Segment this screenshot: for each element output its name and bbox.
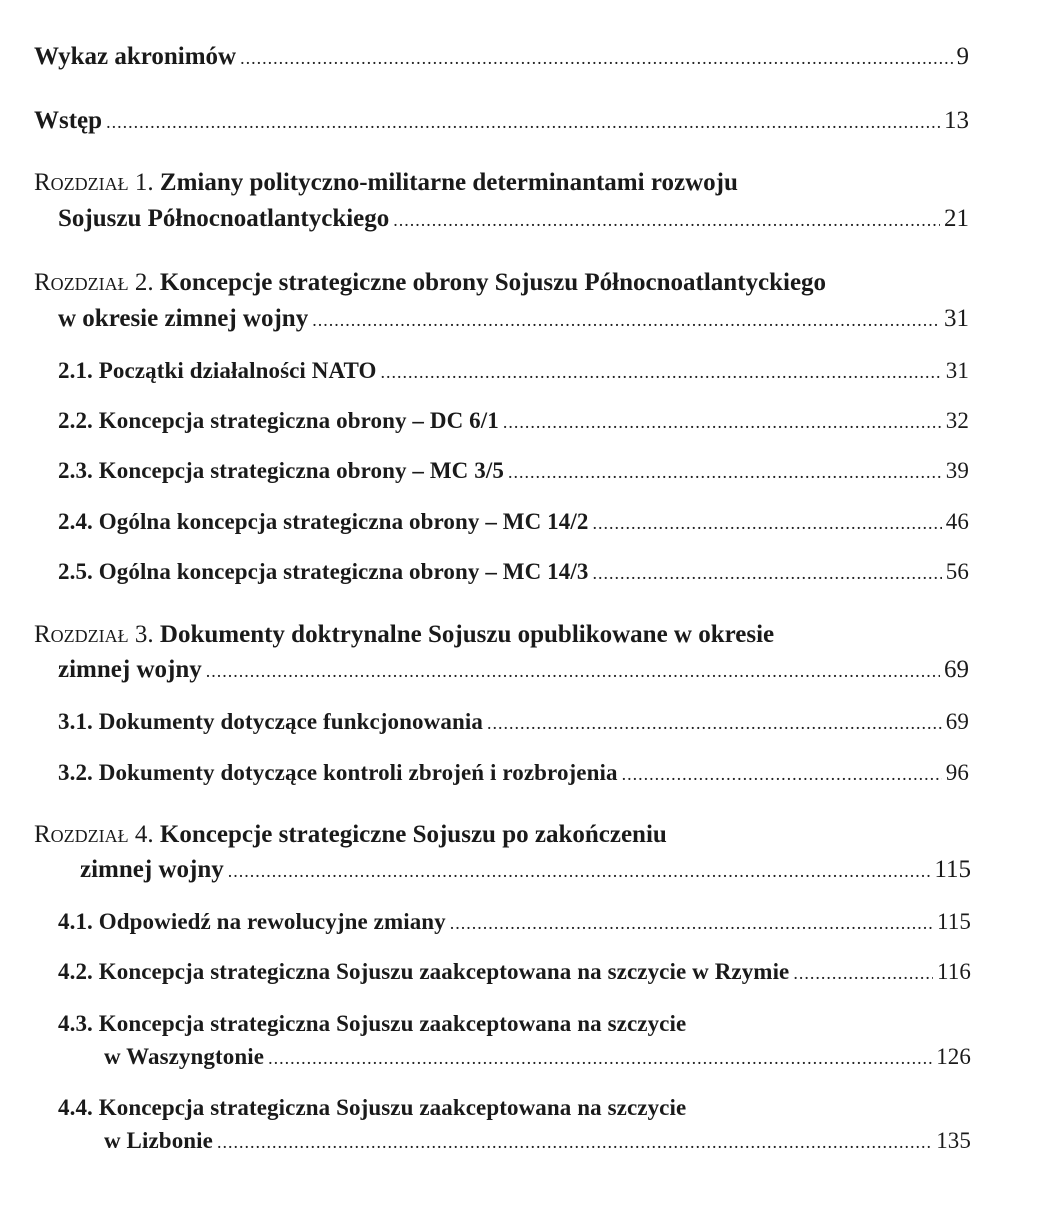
toc-entry-title: 2.3. Koncepcja strategiczna obrony – MC 3/5 bbox=[58, 458, 504, 483]
toc-chapter-4[interactable] bbox=[80, 855, 971, 885]
toc-entry-title: 4.1. Odpowiedź na rewolucyjne zmiany bbox=[58, 909, 446, 934]
toc-page-number: 13 bbox=[944, 107, 969, 134]
dot-leader bbox=[592, 558, 941, 588]
toc-page-number: 21 bbox=[944, 205, 969, 232]
toc-chapter-2[interactable] bbox=[58, 304, 969, 334]
dot-leader bbox=[217, 1127, 932, 1157]
toc-section-4-1[interactable] bbox=[58, 907, 971, 937]
dot-leader bbox=[206, 656, 940, 686]
toc-section-2-5[interactable] bbox=[58, 557, 969, 587]
chapter-title-line2: zimnej wojny bbox=[58, 656, 202, 683]
toc-page-number: 135 bbox=[936, 1128, 971, 1153]
toc-section-2-4[interactable] bbox=[58, 507, 969, 537]
chapter-label: Rozdział 3. bbox=[34, 621, 154, 648]
toc-chapter-2-heading[interactable] bbox=[34, 268, 826, 298]
toc-page-number: 9 bbox=[956, 43, 969, 70]
toc-entry-intro[interactable] bbox=[34, 106, 969, 136]
toc-page-number: 115 bbox=[937, 909, 971, 934]
toc-page-number: 31 bbox=[945, 358, 969, 383]
chapter-title-line1: Koncepcje strategiczne obrony Sojuszu Północnoatlantyckiego bbox=[159, 269, 827, 296]
dot-leader bbox=[381, 357, 942, 387]
toc-chapter-3[interactable] bbox=[58, 655, 969, 685]
toc-section-4-3-heading[interactable] bbox=[58, 1009, 686, 1039]
chapter-label: Rozdział 1. bbox=[34, 169, 154, 196]
toc-page-number: 96 bbox=[945, 760, 969, 785]
toc-section-2-2[interactable] bbox=[58, 406, 969, 436]
toc-entry-title: 3.1. Dokumenty dotyczące funkcjonowania bbox=[58, 709, 483, 734]
toc-entry-title: 2.1. Początki działalności NATO bbox=[58, 358, 377, 383]
dot-leader bbox=[312, 305, 940, 335]
toc-entry-acronyms[interactable] bbox=[34, 42, 969, 72]
dot-leader bbox=[508, 457, 942, 487]
toc-section-2-3[interactable] bbox=[58, 456, 969, 486]
toc-chapter-1[interactable] bbox=[58, 204, 969, 234]
toc-chapter-4-heading[interactable] bbox=[34, 820, 667, 850]
chapter-title-line2: zimnej wojny bbox=[80, 856, 224, 883]
chapter-label: Rozdział 4. bbox=[34, 821, 154, 848]
toc-entry-title: 4.3. Koncepcja strategiczna Sojuszu zaakceptowana na szczycie bbox=[58, 1011, 687, 1036]
toc-entry-title: 4.2. Koncepcja strategiczna Sojuszu zaakceptowana na szczycie w Rzymie bbox=[58, 959, 790, 984]
dot-leader bbox=[450, 908, 933, 938]
toc-page-number: 115 bbox=[934, 856, 971, 883]
chapter-title-line2: Sojuszu Północnoatlantyckiego bbox=[58, 205, 390, 232]
dot-leader bbox=[106, 107, 940, 137]
toc-chapter-3-heading[interactable] bbox=[34, 620, 774, 650]
toc-page-number: 39 bbox=[945, 458, 969, 483]
toc-entry-title: 4.4. Koncepcja strategiczna Sojuszu zaakceptowana na szczycie bbox=[58, 1095, 687, 1120]
toc-section-4-4[interactable] bbox=[104, 1126, 971, 1156]
toc-entry-title: 2.2. Koncepcja strategiczna obrony – DC 6/1 bbox=[58, 408, 499, 433]
toc-page-number: 46 bbox=[945, 509, 969, 534]
toc-section-2-1[interactable] bbox=[58, 356, 969, 386]
dot-leader bbox=[793, 958, 933, 988]
toc-page-number: 56 bbox=[945, 559, 969, 584]
toc-page-number: 69 bbox=[945, 709, 969, 734]
toc-section-4-2[interactable] bbox=[58, 957, 971, 987]
dot-leader bbox=[268, 1043, 932, 1073]
dot-leader bbox=[622, 759, 942, 789]
toc-entry-title: Wykaz akronimów bbox=[34, 43, 237, 70]
dot-leader bbox=[592, 508, 941, 538]
toc-page-number: 116 bbox=[937, 959, 971, 984]
chapter-label: Rozdział 2. bbox=[34, 269, 154, 296]
toc-page-number: 69 bbox=[944, 656, 969, 683]
dot-leader bbox=[240, 43, 952, 73]
dot-leader bbox=[503, 407, 942, 437]
toc-entry-title-line2: w Waszyngtonie bbox=[104, 1044, 265, 1069]
toc-entry-title: 3.2. Dokumenty dotyczące kontroli zbrojeń i rozbrojenia bbox=[58, 760, 618, 785]
toc-entry-title: 2.5. Ogólna koncepcja strategiczna obrony – MC 14/3 bbox=[58, 559, 589, 584]
toc-section-4-4-heading[interactable] bbox=[58, 1093, 686, 1123]
toc-chapter-1-heading[interactable] bbox=[34, 168, 738, 198]
toc-section-3-1[interactable] bbox=[58, 707, 969, 737]
toc-entry-title-line2: w Lizbonie bbox=[104, 1128, 213, 1153]
toc-page-number: 126 bbox=[936, 1044, 971, 1069]
toc-section-4-3[interactable] bbox=[104, 1042, 971, 1072]
toc-section-3-2[interactable] bbox=[58, 758, 969, 788]
chapter-title-line1: Koncepcje strategiczne Sojuszu po zakończeniu bbox=[159, 821, 667, 848]
dot-leader bbox=[487, 708, 942, 738]
toc-entry-title: Wstęp bbox=[34, 107, 103, 134]
toc-page-number: 31 bbox=[944, 305, 969, 332]
dot-leader bbox=[228, 856, 931, 886]
chapter-title-line1: Zmiany polityczno-militarne determinantami rozwoju bbox=[159, 169, 738, 196]
chapter-title-line2: w okresie zimnej wojny bbox=[58, 305, 309, 332]
toc-page-number: 32 bbox=[945, 408, 969, 433]
dot-leader bbox=[393, 205, 940, 235]
chapter-title-line1: Dokumenty doktrynalne Sojuszu opublikowane w okresie bbox=[159, 621, 775, 648]
toc-entry-title: 2.4. Ogólna koncepcja strategiczna obrony – MC 14/2 bbox=[58, 509, 589, 534]
